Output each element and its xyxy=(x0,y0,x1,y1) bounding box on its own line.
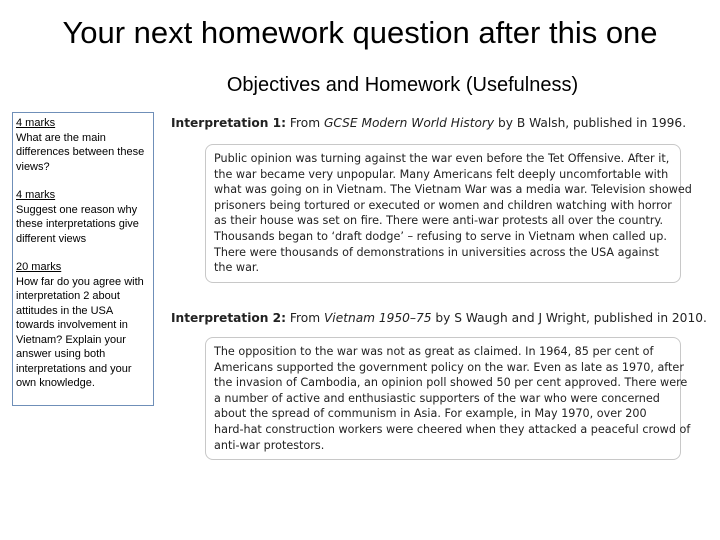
source-from: From xyxy=(289,311,321,325)
task-2 xyxy=(16,188,151,246)
quote-line: what was going on in Vietnam. The Vietnam War was a media war. Television showed xyxy=(214,183,692,197)
interpretation-1-quote xyxy=(205,144,692,283)
quote-line: The opposition to the war was not as great as claimed. In 1964, 85 per cent of xyxy=(214,345,654,358)
task-1 xyxy=(16,116,151,174)
quote-line: about the spread of communism in Asia. For example, in May 1970, over 200 xyxy=(214,407,647,421)
interpretation-label: Interpretation 1: xyxy=(171,116,287,130)
source-from: From xyxy=(289,116,321,130)
quote-line: a number of active and enthusiastic supporters of the war who were concerned xyxy=(214,391,660,405)
interpretation-1-heading xyxy=(171,115,686,131)
quote-line: the war. xyxy=(214,261,260,275)
quote-line: There were thousands of demonstrations in universities across the USA against xyxy=(214,245,659,259)
quote-line: anti-war protestors. xyxy=(214,438,325,452)
source-details: by S Waugh and J Wright, published in 2010. xyxy=(435,311,707,325)
task-marks: 20 marks xyxy=(16,261,62,273)
quote-line: Public opinion was turning against the war even before the Tet Offensive. After it, xyxy=(214,152,670,165)
quote-line: as their house was set on fire. There were anti-war protests all over the country. xyxy=(214,214,664,228)
homework-tasks-box xyxy=(12,112,154,406)
task-3 xyxy=(16,260,151,391)
interpretation-2-heading xyxy=(171,310,707,326)
slide-subtitle: Objectives and Homework (Usefulness) xyxy=(226,74,579,96)
quote-line: Thousands began to ‘draft dodge’ – refusing to serve in Vietnam when called up. xyxy=(214,229,667,243)
task-text: How far do you agree with interpretation 2 about attitudes in the USA towards involvement in Vietnam? Explain your answer using both interpretations and your own knowledge. xyxy=(16,275,144,389)
interpretation-label: Interpretation 2: xyxy=(171,311,287,325)
quote-line: hard-hat construction workers were cheered when they attacked a peaceful crowd of xyxy=(214,422,691,436)
quote-line: Americans supported the government policy on the war. Even as late as 1970, after xyxy=(214,360,684,374)
slide-title: Your next homework question after this one xyxy=(62,15,658,50)
task-text: Suggest one reason why these interpretations give different views xyxy=(16,203,139,245)
source-title: Vietnam 1950–75 xyxy=(323,311,432,325)
task-marks: 4 marks xyxy=(16,189,56,201)
quote-line: the war became very unpopular. Many Americans felt deeply uncomfortable with xyxy=(214,167,669,181)
source-details: by B Walsh, published in 1996. xyxy=(498,116,687,130)
task-text: What are the main differences between these views? xyxy=(16,131,145,173)
quote-line: the invasion of Cambodia, an opinion poll showed 50 per cent approved. There were xyxy=(214,376,688,390)
quote-line: prisoners being tortured or executed or women and children watching with horror xyxy=(214,198,672,212)
source-title: GCSE Modern World History xyxy=(323,116,495,130)
task-marks: 4 marks xyxy=(16,117,56,129)
interpretation-2-quote xyxy=(205,337,691,460)
